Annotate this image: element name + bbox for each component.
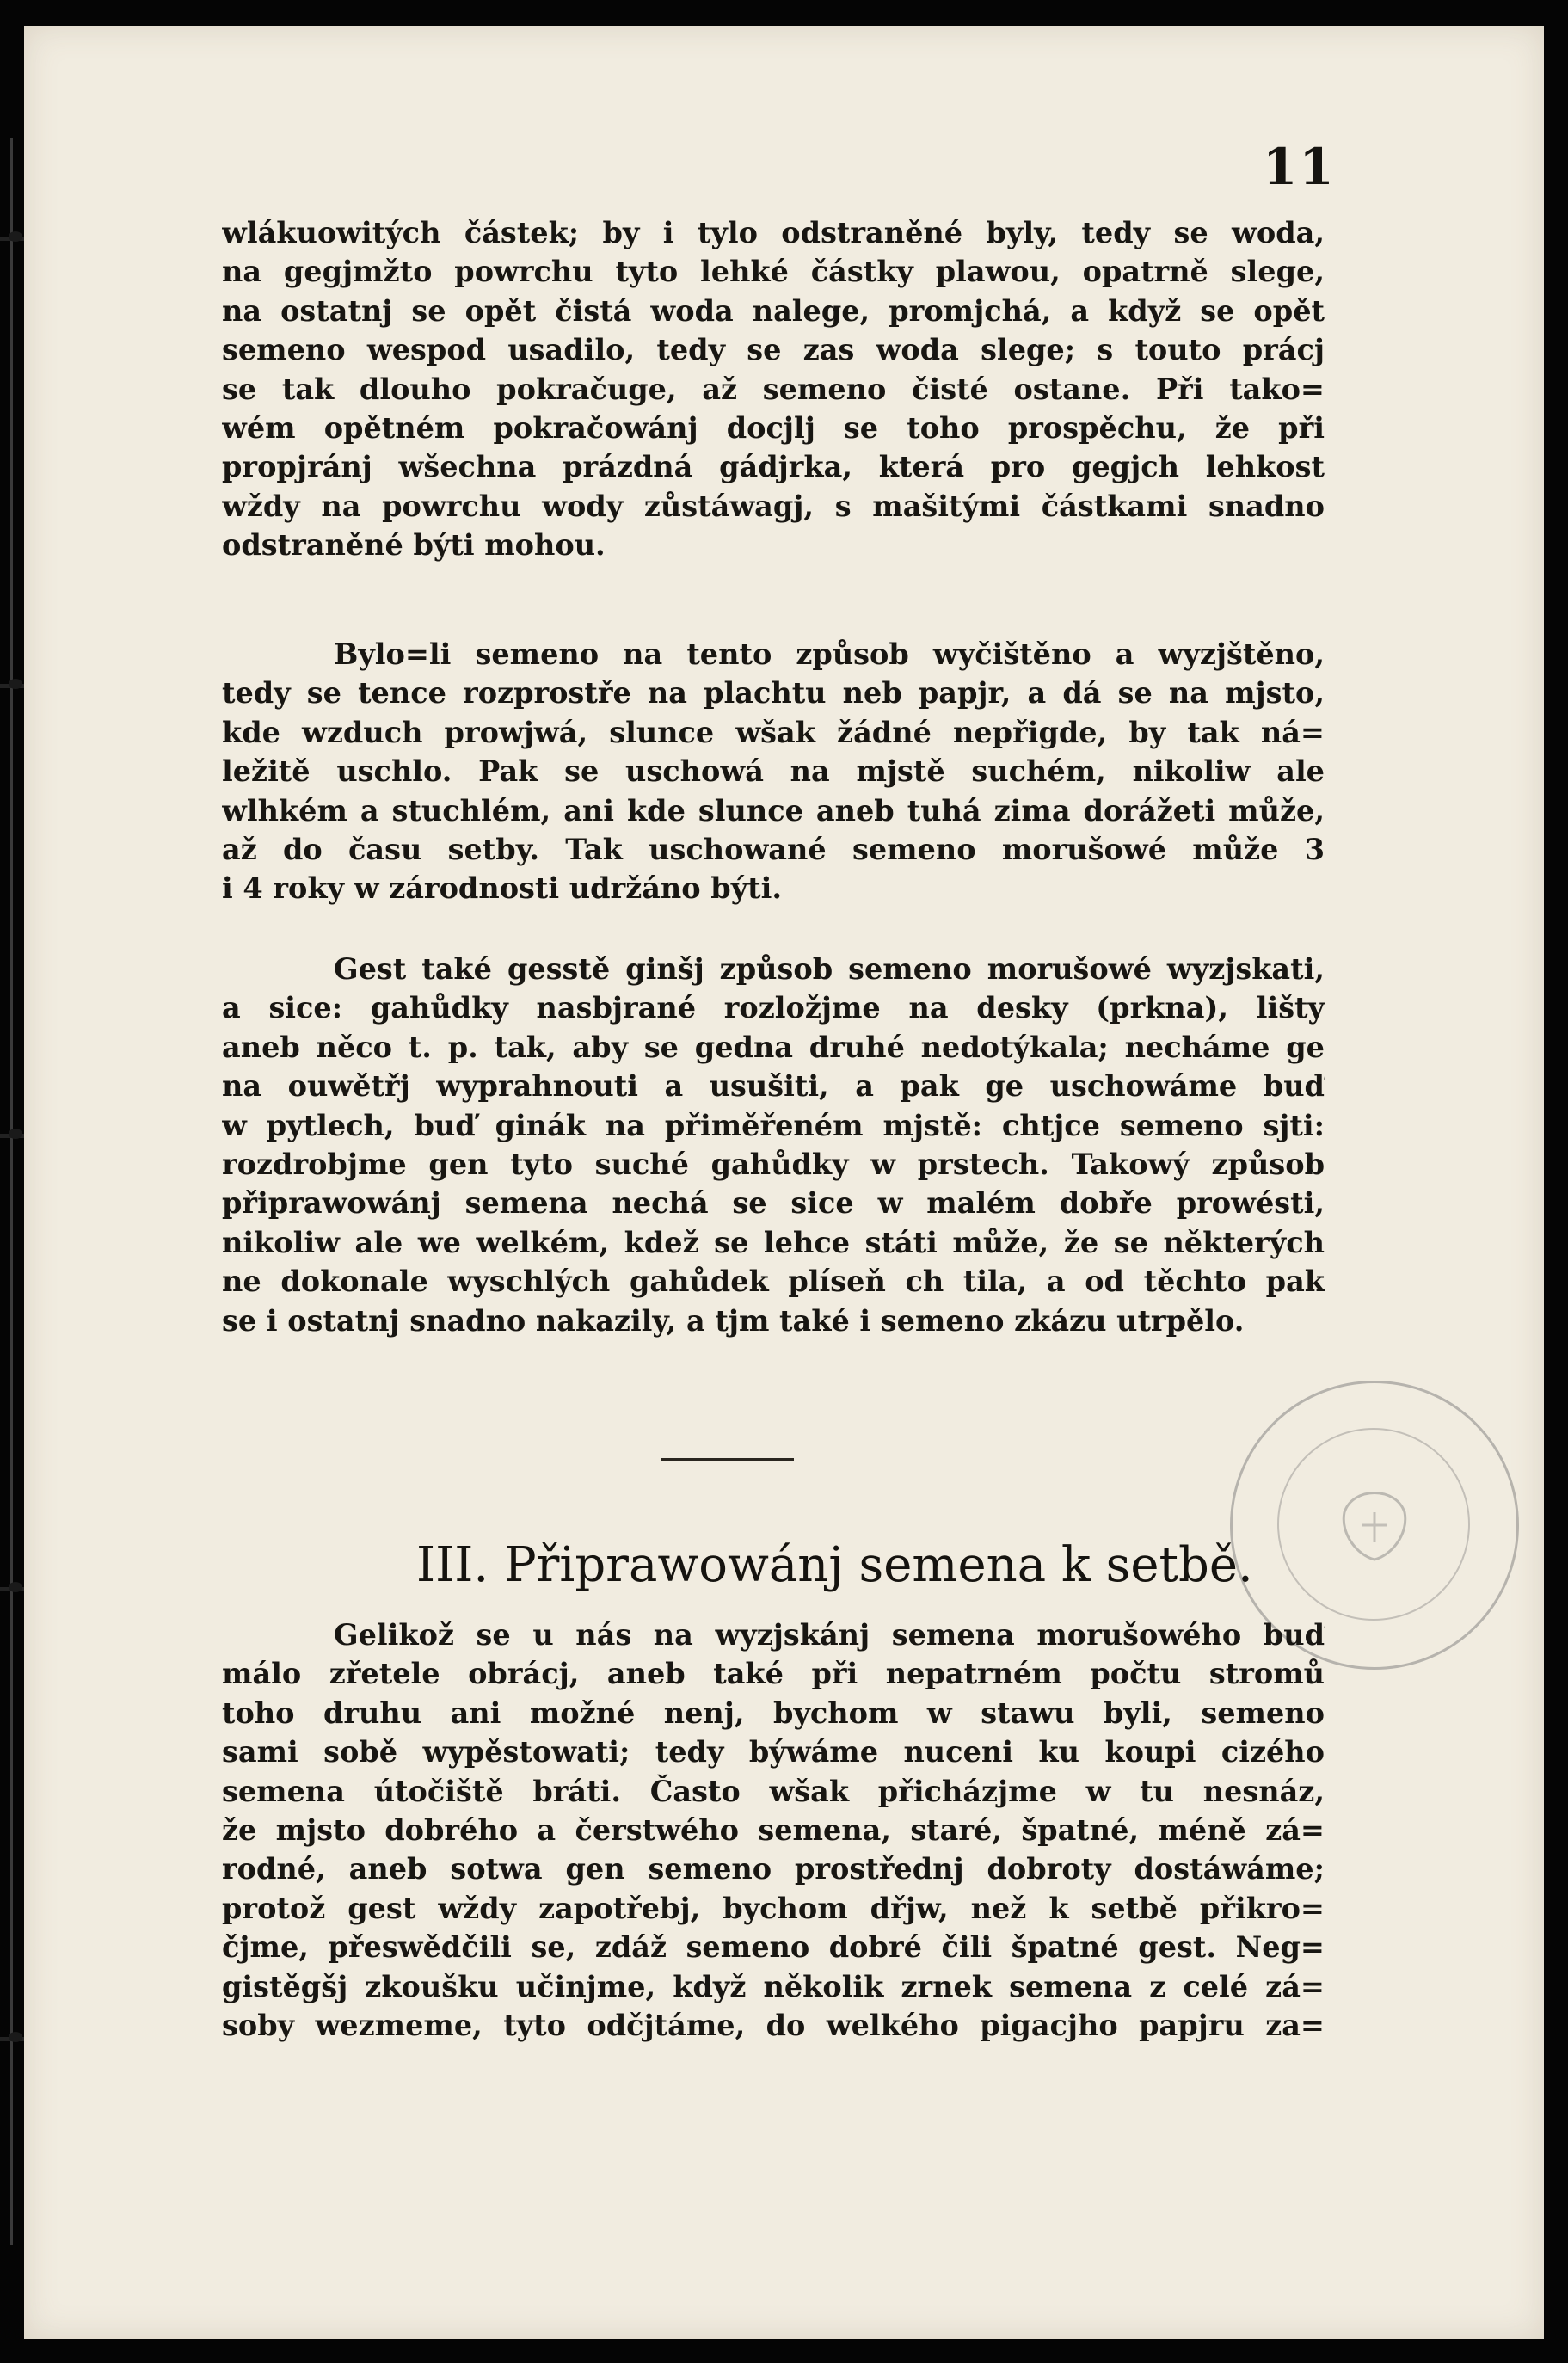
text-line: Gelikož se u nás na wyzjskánj semena morušowého buď [334,1618,1325,1652]
text-line: semena útočiště bráti. Často wšak přicházjme w tu nesnáz, [222,1774,1325,1808]
text-line: připrawowánj semena nechá se sice w malém dobře prowésti, [222,1186,1325,1221]
text-line: nikoliw ale we welkém, kdež se lehce státi může, že se některých [222,1225,1325,1259]
text-line: sami sobě wypěstowati; tedy býwáme nuceni ku koupi cizého [222,1735,1325,1769]
text-line: w pytlech, buď ginák na přiměřeném mjstě: chtjce semeno sjti: [222,1108,1325,1142]
text-line: na ostatnj se opět čistá woda nalege, promjchá, a když se opět [222,293,1325,328]
text-line: se tak dlouho pokračuge, až semeno čisté ostane. Při tako= [222,372,1325,406]
text-line: gistěgšj zkoušku učinjme, když několik zrnek semena z celé zá= [222,1969,1325,2003]
text-line: rodné, aneb sotwa gen semeno prostřednj dobroty dostáwáme; [222,1852,1325,1886]
text-line: rozdrobjme gen tyto suché gahůdky w prstech. Takowý způsob [222,1147,1325,1181]
text-line: že mjsto dobrého a čerstwého semena, staré, špatné, méně zá= [222,1812,1325,1847]
text-line: málo zřetele obrácj, aneb také při nepatrném počtu stromů [222,1657,1325,1691]
paragraph [222,1615,1325,2045]
text-line: aneb něco t. p. tak, aby se gedna druhé nedotýkala; necháme ge [222,1030,1325,1064]
paragraph [222,950,1325,1340]
text-line: Bylo=li semeno na tento způsob wyčištěno a wyzjštěno, [334,637,1325,671]
text-line: wlhkém a stuchlém, ani kde slunce aneb tuhá zima dorážeti může, [222,793,1325,828]
section-divider [661,1458,794,1461]
text-line: ne dokonale wyschlých gahůdek plíseň ch tila, a od těchto pak [222,1265,1325,1299]
binding-knob [9,1582,22,1592]
text-line: čjme, přeswědčili se, zdáž semeno dobré čili špatné gest. Neg= [222,1930,1325,1965]
text-line: wlákuowitých částek; by i tylo odstraněné byly, tedy se woda, [222,216,1325,249]
text-line: Gest také gesstě ginšj způsob semeno morušowé wyzjskati, [334,952,1325,986]
binding-knob [9,679,22,689]
text-line: wždy na powrchu wody zůstáwagj, s mašitými částkami snadno [222,489,1325,523]
text-line: wém opětném pokračowánj docjlj se toho prospěchu, že při [222,410,1325,445]
binding-knob [9,2032,22,2042]
page-number: 11 [1263,138,1336,196]
text-line: ležitě uschlo. Pak se uschowá na mjstě suchém, nikoliw ale [222,754,1325,789]
text-line: tedy se tence rozprostře na plachtu neb papjr, a dá se na mjsto, [222,676,1325,711]
text-line: propjránj wšechna prázdná gádjrka, která pro gegjch lehkost [222,450,1325,484]
text-line: protož gest wždy zapotřebj, bychom dřjw, než k setbě přikro= [222,1891,1325,1925]
text-line: kde wzduch prowjwá, slunce wšak žádné nepřigde, by tak ná= [222,715,1325,749]
text-line: semeno wespod usadilo, tedy se zas woda slege; s touto prácj [222,333,1325,367]
scan-binding-edge [0,0,24,2363]
text-line: na gegjmžto powrchu tyto lehké částky plawou, opatrně slege, [222,255,1325,289]
binding-knob [9,1129,22,1139]
text-line: odstraněné býti mohou. [222,528,606,563]
binding-knob [9,231,22,242]
text-line: toho druhu ani možné nenj, bychom w stawu byli, semeno [222,1695,1325,1730]
text-line: na ouwětřj wyprahnouti a usušiti, a pak ge uschowáme buď [222,1069,1325,1104]
text-line: až do času setby. Tak uschowané semeno morušowé může 3 [222,832,1325,866]
paragraph [222,635,1325,908]
text-line: se i ostatnj snadno nakazily, a tjm také i semeno zkázu utrpělo. [222,1303,1245,1338]
paragraph [222,213,1325,565]
text-line: i 4 roky w zárodnosti udržáno býti. [222,871,783,906]
text-line: soby wezmeme, tyto odčjtáme, do welkého pigacjho papjru za= [222,2008,1325,2042]
binding-line [10,138,13,2245]
text-line: a sice: gahůdky nasbjrané rozložjme na desky (prkna), lišty [222,991,1325,1025]
section-heading: III. Připrawowánj semena k setbě. [416,1537,1253,1593]
